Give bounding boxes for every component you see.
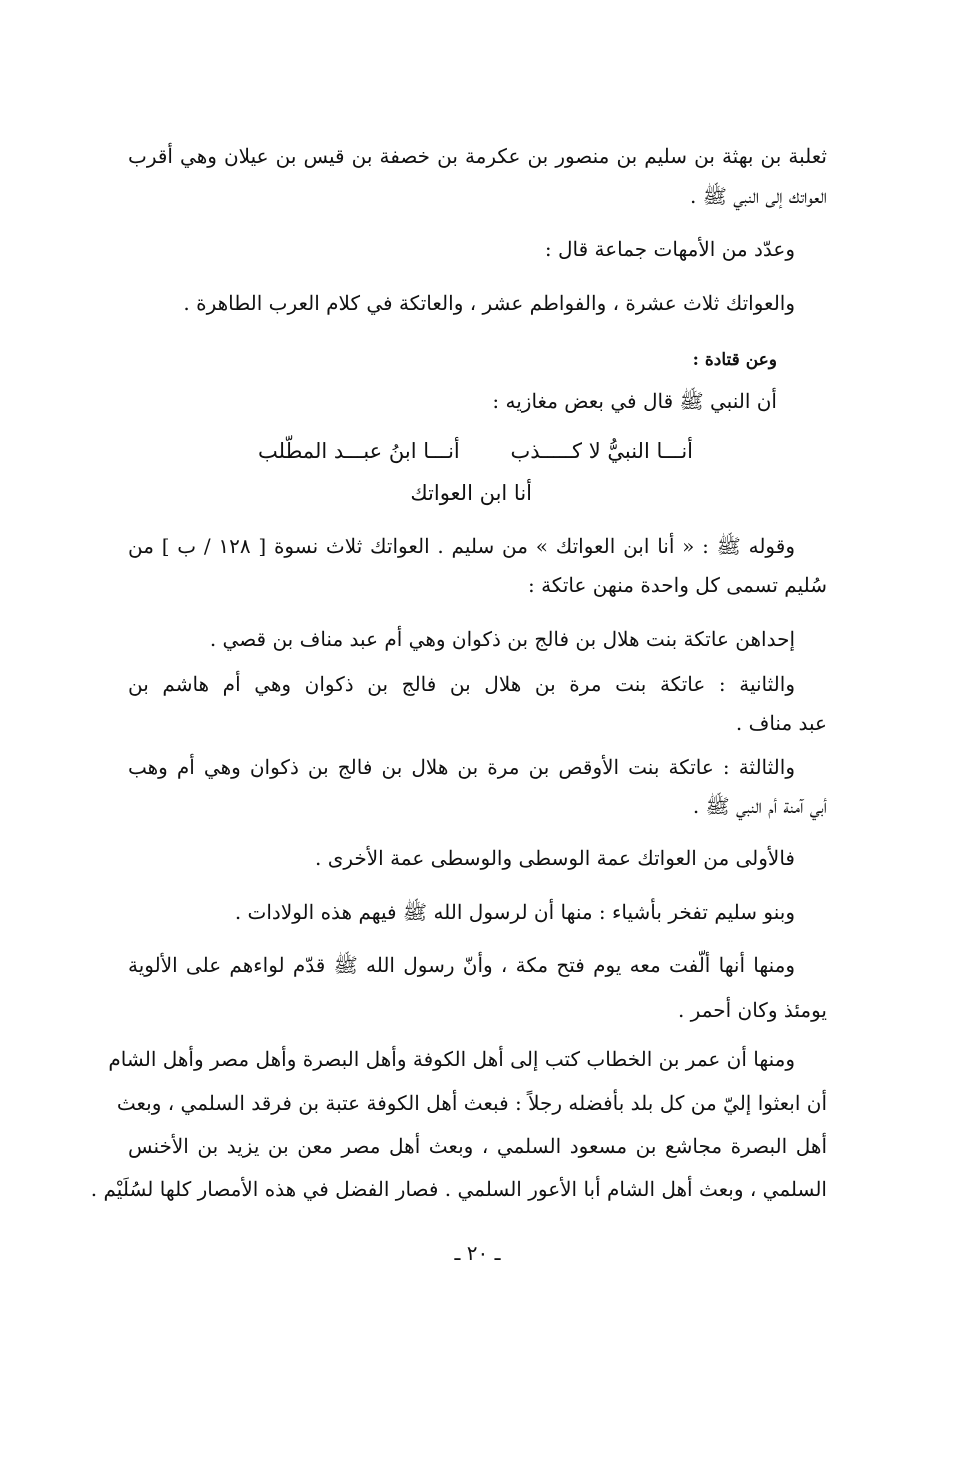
text-line-6: أن النبي ﷺ قال في بعض مغازيه :	[492, 389, 777, 413]
text-line-14: فالأولى من العواتك عمة الوسطى والوسطى عمة الأخرى .	[315, 846, 795, 870]
text-line-13: أبي آمنة أم النبي ﷺ .	[692, 794, 827, 818]
text-line-16: ومنها أنها ألّفت معه يوم فتح مكة ، وأنّ رسول الله ﷺ قدّم لواءهم على الألوية	[128, 953, 795, 977]
page-number: ـ ٢٠ ـ	[454, 1241, 501, 1265]
text-line-8: سُليم تسمى كل واحدة منهن عاتكة :	[527, 573, 827, 597]
verse-hemistich-left: أنـــا ابنُ عبـــد المطّلب	[258, 439, 460, 463]
section-heading: وعن قتادة :	[692, 350, 777, 370]
text-line-4: والعواتك ثلاث عشرة ، والفواطم عشر ، والعاتكة في كلام العرب الطاهرة .	[183, 291, 795, 315]
text-line-12: والثالثة : عاتكة بنت الأوقص بن مرة بن هلال بن فالج بن ذكوان وهي أم وهب	[128, 755, 795, 779]
text-line-2: العواتك إلى النبي ﷺ .	[690, 184, 827, 208]
text-line-3: وعدّد من الأمهات جماعة قال :	[544, 237, 795, 261]
verse-tail: أنا ابن العواتك	[410, 481, 532, 505]
text-line-9: إحداهن عاتكة بنت هلال بن فالج بن ذكوان وهي أم عبد مناف بن قصي .	[209, 627, 795, 651]
text-line-10: والثانية : عاتكة بنت مرة بن هلال بن فالج بن ذكوان وهي أم هاشم بن	[128, 672, 795, 696]
text-line-20: أهل البصرة مجاشع بن مسعود السلمي ، وبعث أهل مصر معن بن يزيد بن الأخنس	[128, 1134, 827, 1158]
verse-hemistich-right: أنـــا النبيُّ لا كـــــذب	[510, 439, 693, 463]
text-line-18: ومنها أن عمر بن الخطاب كتب إلى أهل الكوفة وأهل البصرة وأهل مصر وأهل الشام	[108, 1047, 795, 1071]
text-line-15: وبنو سليم تفخر بأشياء : منها أن لرسول الله ﷺ فيهم هذه الولادات .	[234, 900, 795, 924]
text-line-19: أن ابعثوا إليّ من كل بلد بأفضله رجلاً : فبعث أهل الكوفة عتبة بن فرقد السلمي ، وبعث	[116, 1091, 827, 1115]
text-line-7: وقوله ﷺ : « أنا ابن العواتك » من سليم . العواتك ثلاث نسوة [ ١٢٨ / ب ] من	[128, 534, 795, 558]
text-line-21: السلمي ، وبعث أهل الشام أبا الأعور السلمي . فصار الفضل في هذه الأمصار كلها لسُلَيْم .	[90, 1177, 827, 1201]
text-line-17: يومئذ وكان أحمر .	[677, 998, 827, 1022]
text-line-1: ثعلبة بن بهثة بن سليم بن منصور بن عكرمة بن خصفة بن قيس بن عيلان وهي أقرب	[128, 144, 827, 168]
text-line-11: عبد مناف .	[735, 711, 827, 735]
